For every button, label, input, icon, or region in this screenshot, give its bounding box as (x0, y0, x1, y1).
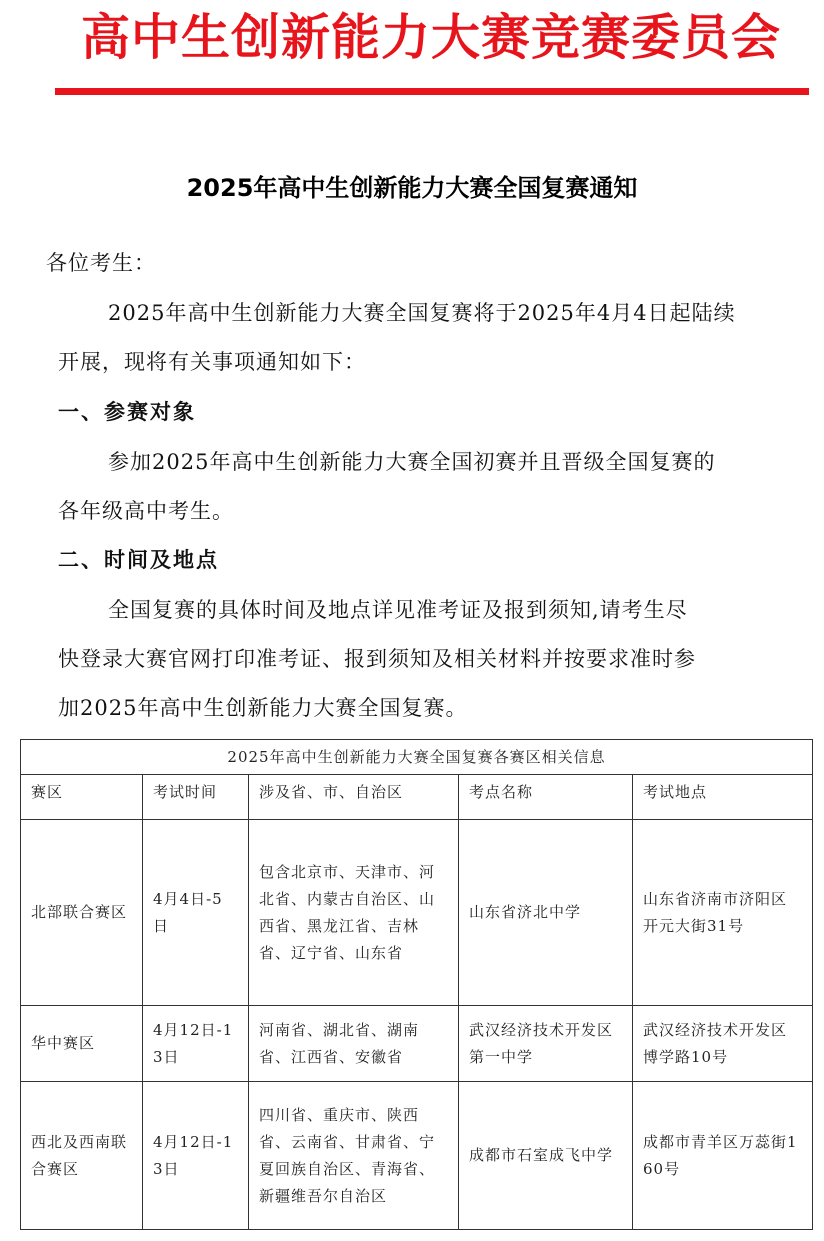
cell-provinces: 包含北京市、天津市、河北省、内蒙古自治区、山西省、黑龙江省、吉林省、辽宁省、山东省 (249, 820, 459, 1006)
section-2-line-2: 快登录大赛官网打印准考证、报到须知及相关材料并按要求准时参 (58, 647, 696, 671)
section-2-heading: 二、时间及地点 (58, 548, 219, 572)
cell-venue: 成都市石室成飞中学 (459, 1082, 633, 1230)
column-header-address: 考试地点 (633, 775, 813, 820)
section-1-heading: 一、参赛对象 (58, 400, 196, 424)
salutation: 各位考生： (46, 251, 156, 275)
cell-time: 4月12日-13日 (143, 1006, 249, 1082)
column-header-venue: 考点名称 (459, 775, 633, 820)
table-caption: 2025年高中生创新能力大赛全国复赛各赛区相关信息 (21, 740, 813, 775)
region-info-table (20, 739, 813, 1230)
cell-time: 4月4日-5日 (143, 820, 249, 1006)
table-header-row (21, 775, 813, 820)
cell-region: 北部联合赛区 (21, 820, 143, 1006)
cell-provinces: 河南省、湖北省、湖南省、江西省、安徽省 (249, 1006, 459, 1082)
cell-region: 华中赛区 (21, 1006, 143, 1082)
cell-address: 山东省济南市济阳区开元大街31号 (633, 820, 813, 1006)
section-1-line-1: 参加2025年高中生创新能力大赛全国初赛并且晋级全国复赛的 (108, 450, 716, 474)
table-row (21, 1006, 813, 1082)
intro-line-2: 开展，现将有关事项通知如下： (58, 350, 366, 374)
cell-venue: 武汉经济技术开发区第一中学 (459, 1006, 633, 1082)
section-1-line-2: 各年级高中考生。 (58, 499, 234, 523)
table-row (21, 820, 813, 1006)
intro-line-1: 2025年高中生创新能力大赛全国复赛将于2025年4月4日起陆续 (108, 301, 736, 325)
table-caption-row (21, 740, 813, 775)
column-header-provinces: 涉及省、市、自治区 (249, 775, 459, 820)
cell-address: 武汉经济技术开发区博学路10号 (633, 1006, 813, 1082)
letterhead (0, 0, 824, 100)
cell-provinces: 四川省、重庆市、陕西省、云南省、甘肃省、宁夏回族自治区、青海省、新疆维吾尔自治区 (249, 1082, 459, 1230)
table-row (21, 1082, 813, 1230)
section-2-line-1: 全国复赛的具体时间及地点详见准考证及报到须知,请考生尽 (108, 598, 688, 622)
cell-venue: 山东省济北中学 (459, 820, 633, 1006)
section-2-line-3: 加2025年高中生创新能力大赛全国复赛。 (58, 696, 468, 720)
document-title: 2025年高中生创新能力大赛全国复赛通知 (186, 174, 638, 202)
cell-address: 成都市青羊区万蕊街160号 (633, 1082, 813, 1230)
cell-region: 西北及西南联合赛区 (21, 1082, 143, 1230)
column-header-region: 赛区 (21, 775, 143, 820)
column-header-time: 考试时间 (143, 775, 249, 820)
organization-name: 高中生创新能力大赛竞赛委员会 (80, 8, 781, 66)
letterhead-red-rule (55, 88, 809, 95)
cell-time: 4月12日-13日 (143, 1082, 249, 1230)
